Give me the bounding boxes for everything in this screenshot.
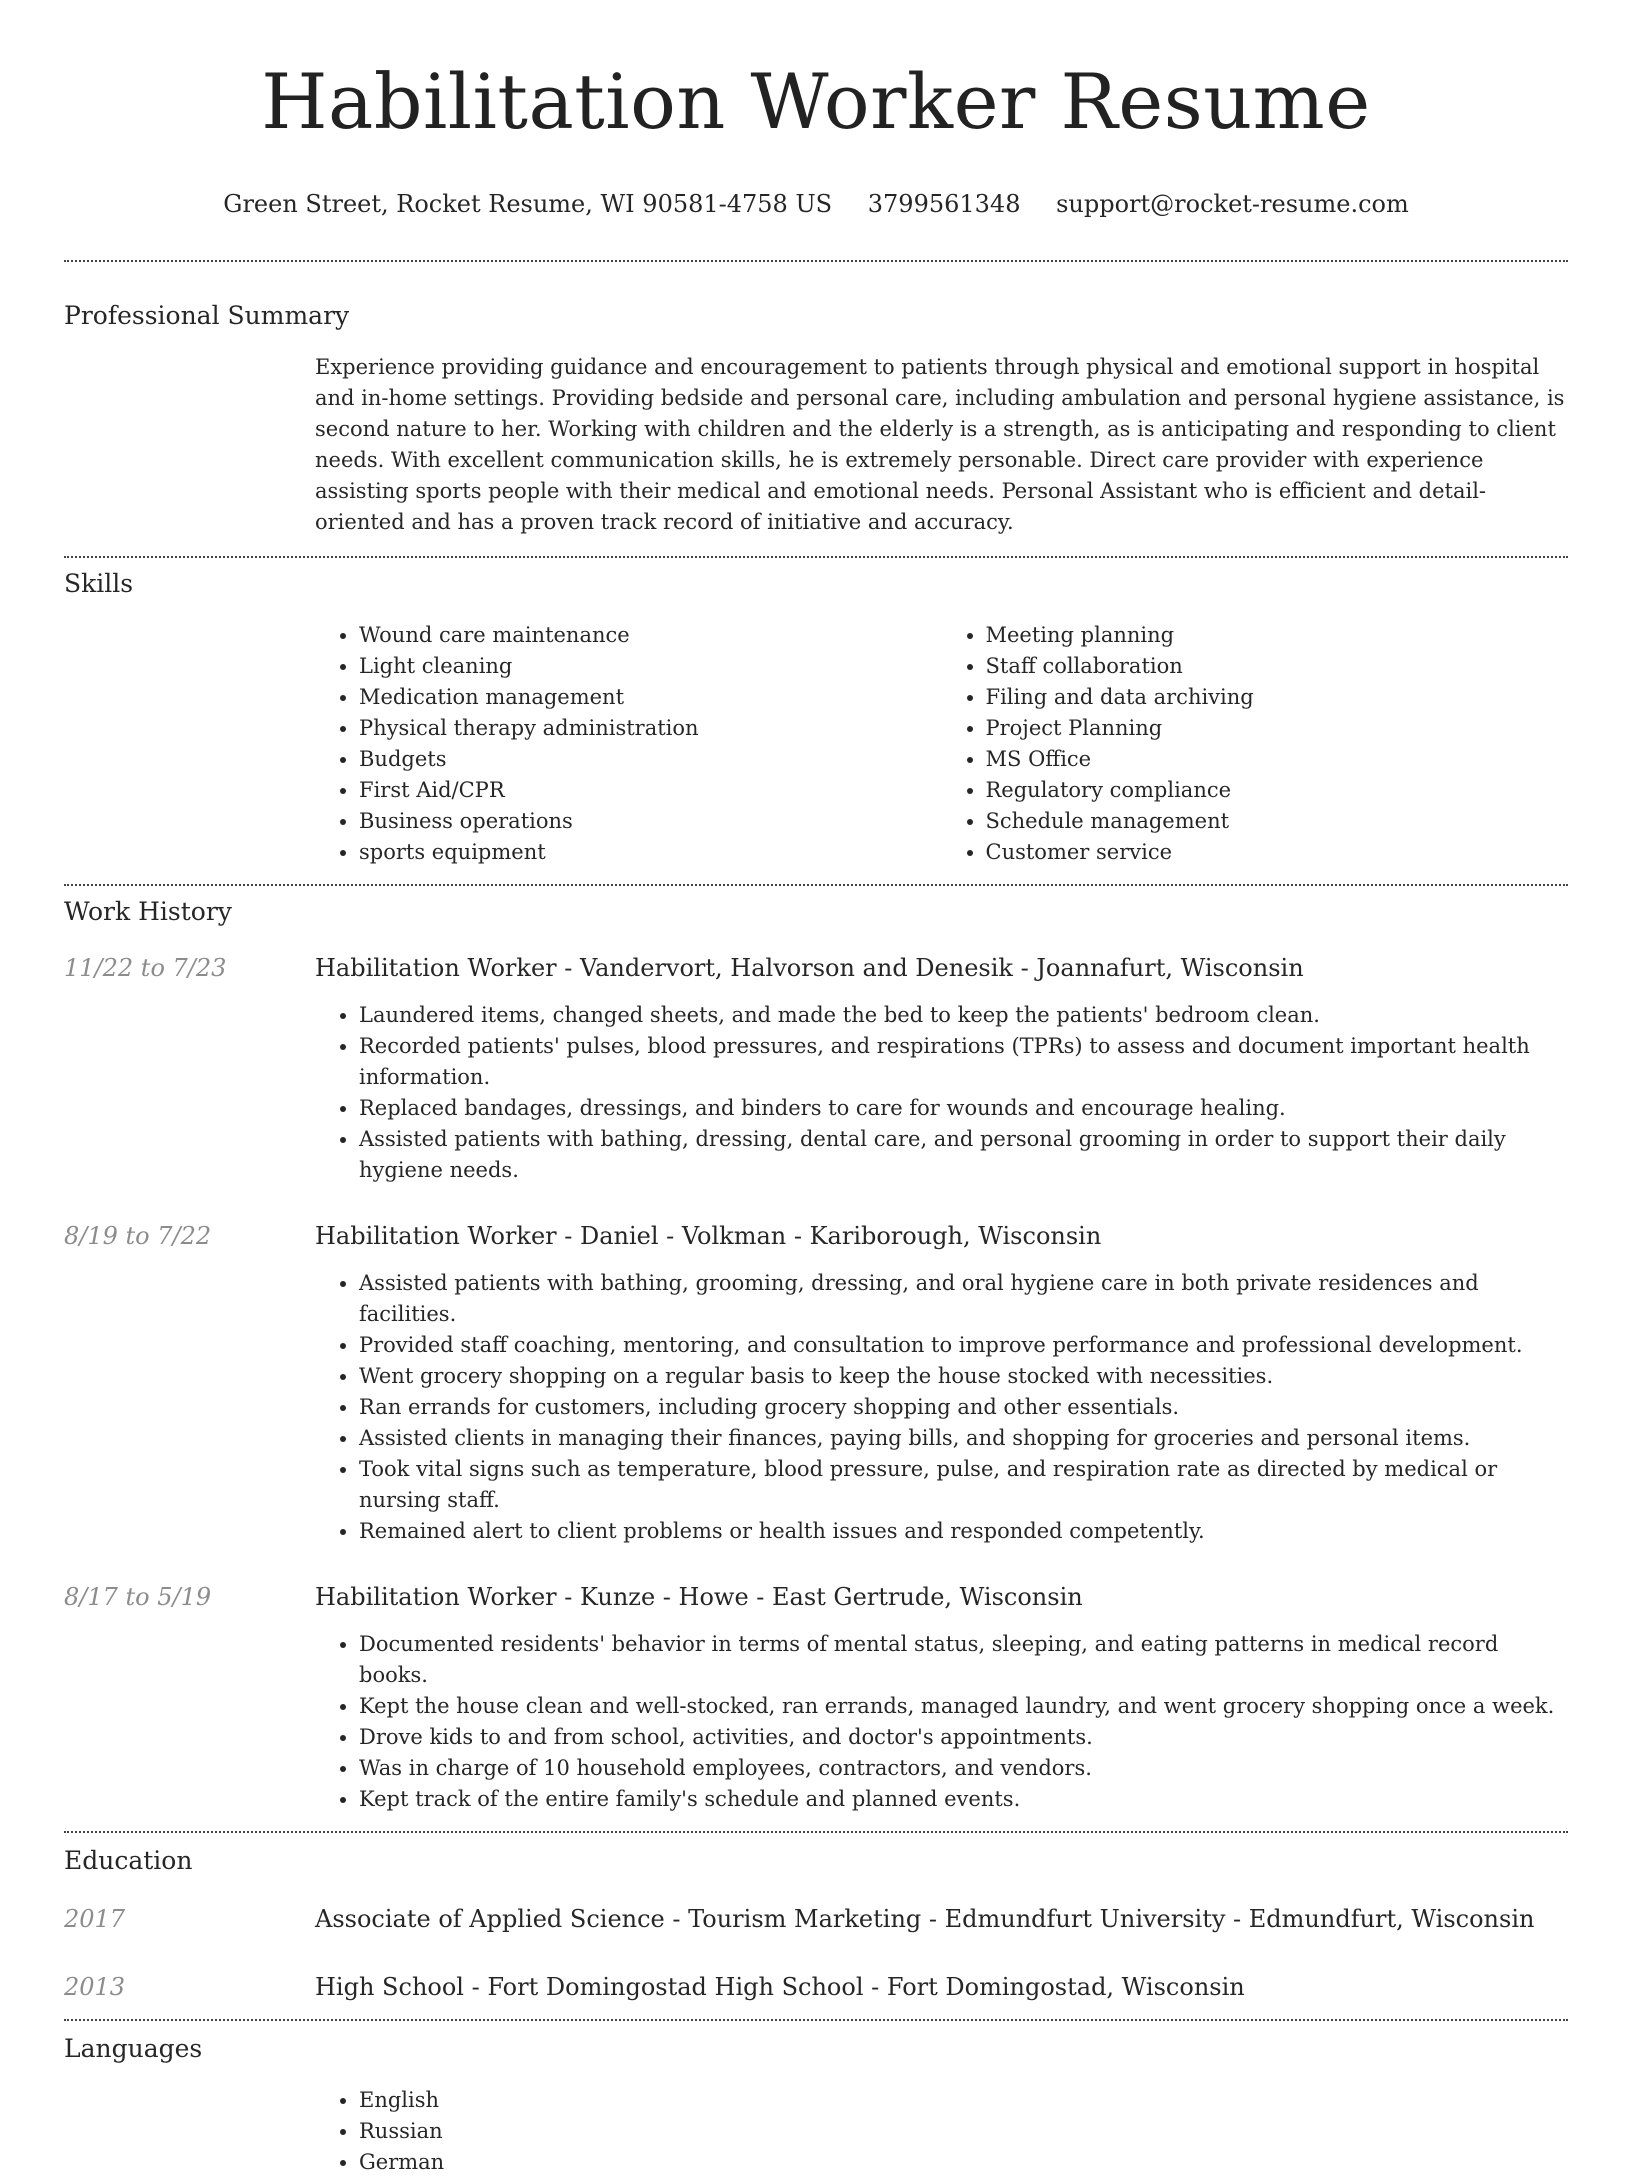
languages-section: [64, 2033, 1568, 2178]
job-duties: [315, 1268, 1568, 1547]
resume-title: Habilitation Worker Resume: [261, 57, 1371, 146]
list-item: • Medication management: [359, 682, 942, 713]
summary-heading: Professional Summary: [64, 301, 350, 330]
list-item: • Ran errands for customers, including grocery shopping and other essentials.: [359, 1392, 1568, 1423]
list-item: • Drove kids to and from school, activities, and doctor's appointments.: [359, 1722, 1568, 1753]
languages-heading: Languages: [64, 2034, 203, 2063]
job-dates: 8/17 to 5/19: [64, 1583, 212, 1611]
education-title: Associate of Applied Science - Tourism Marketing - Edmundfurt University - Edmundfurt, Wisconsin: [315, 1905, 1535, 1933]
list-item: • Kept the house clean and well-stocked, ran errands, managed laundry, and went grocery shopping once a week.: [359, 1691, 1568, 1722]
list-item: • MS Office: [986, 744, 1569, 775]
list-item: • Assisted patients with bathing, grooming, dressing, and oral hygiene care in both private residences and facilities.: [359, 1268, 1568, 1330]
education-year: 2017: [64, 1905, 126, 1933]
languages-list: [315, 2085, 1568, 2178]
summary-text: Experience providing guidance and encouragement to patients through physical and emotional support in hospital and in-home settings. Providing bedside and personal care, including ambulation and personal hygiene assistance, is second nature to her. Working with children and the elderly is a strength, as is anticipating and responding to client needs. With excellent communication skills, he is extremely personable. Direct care provider with experience assisting sports people with their medical and emotional needs. Personal Assistant who is efficient and detail-oriented and has a proven track record of initiative and accuracy.: [315, 355, 1565, 534]
job-list: [64, 952, 1568, 1815]
list-item: • Remained alert to client problems or health issues and responded competently.: [359, 1516, 1568, 1547]
resume-page: [64, 0, 1568, 2178]
skills-columns: [315, 620, 1568, 868]
list-item: • sports equipment: [359, 837, 942, 868]
list-item: • Filing and data archiving: [986, 682, 1569, 713]
education-item: [64, 1971, 1568, 2003]
job-duty-list: [315, 1268, 1568, 1547]
list-item: • Project Planning: [986, 713, 1569, 744]
list-item: • Kept track of the entire family's schedule and planned events.: [359, 1784, 1568, 1815]
list-item: • German: [359, 2147, 1568, 2178]
job-entry: [64, 952, 1568, 1186]
work-heading: Work History: [64, 897, 232, 926]
list-item: • Customer service: [986, 837, 1569, 868]
contact-email: support@rocket-resume.com: [1056, 190, 1409, 218]
list-item: • Was in charge of 10 household employees, contractors, and vendors.: [359, 1753, 1568, 1784]
list-item: • Laundered items, changed sheets, and made the bed to keep the patients' bedroom clean.: [359, 1000, 1568, 1031]
languages-body: [315, 2085, 1568, 2178]
education-year: 2013: [64, 1973, 126, 2001]
education-section: [64, 1845, 1568, 2003]
list-item: • Physical therapy administration: [359, 713, 942, 744]
job-duties: [315, 1000, 1568, 1186]
skills-list-left: [315, 620, 942, 868]
job-entry: [64, 1220, 1568, 1547]
list-item: • Staff collaboration: [986, 651, 1569, 682]
list-item: • Regulatory compliance: [986, 775, 1569, 806]
contact-address: Green Street, Rocket Resume, WI 90581-4758 US: [223, 190, 833, 218]
education-title: High School - Fort Domingostad High School - Fort Domingostad, Wisconsin: [315, 1973, 1245, 2001]
job-header: [64, 952, 1568, 984]
section-divider: [64, 884, 1568, 886]
list-item: • Wound care maintenance: [359, 620, 942, 651]
list-item: • Went grocery shopping on a regular basis to keep the house stocked with necessities.: [359, 1361, 1568, 1392]
list-item: • Assisted clients in managing their finances, paying bills, and shopping for groceries and personal items.: [359, 1423, 1568, 1454]
contact-line: [64, 188, 1568, 220]
list-item: • Documented residents' behavior in terms of mental status, sleeping, and eating patterns in medical record books.: [359, 1629, 1568, 1691]
education-heading: Education: [64, 1846, 193, 1875]
skills-list-right: [942, 620, 1569, 868]
section-divider: [64, 260, 1568, 262]
list-item: • Assisted patients with bathing, dressing, dental care, and personal grooming in order to support their daily hygiene needs.: [359, 1124, 1568, 1186]
work-section: [64, 896, 1568, 1815]
list-item: • Recorded patients' pulses, blood pressures, and respirations (TPRs) to assess and document important health information.: [359, 1031, 1568, 1093]
list-item: • Business operations: [359, 806, 942, 837]
job-dates: 8/19 to 7/22: [64, 1222, 212, 1250]
skills-heading: Skills: [64, 569, 134, 598]
section-divider: [64, 556, 1568, 558]
job-header: [64, 1220, 1568, 1252]
job-entry: [64, 1581, 1568, 1815]
skills-section: [64, 568, 1568, 868]
section-divider: [64, 2019, 1568, 2021]
list-item: • Provided staff coaching, mentoring, and consultation to improve performance and professional development.: [359, 1330, 1568, 1361]
list-item: • Replaced bandages, dressings, and binders to care for wounds and encourage healing.: [359, 1093, 1568, 1124]
section-divider: [64, 1831, 1568, 1833]
list-item: • English: [359, 2085, 1568, 2116]
job-dates: 11/22 to 7/23: [64, 954, 227, 982]
list-item: • Meeting planning: [986, 620, 1569, 651]
list-item: • Light cleaning: [359, 651, 942, 682]
summary-section: [64, 300, 1568, 538]
job-duty-list: [315, 1000, 1568, 1186]
list-item: • Schedule management: [986, 806, 1569, 837]
list-item: • Budgets: [359, 744, 942, 775]
job-duty-list: [315, 1629, 1568, 1815]
job-title: Habilitation Worker - Kunze - Howe - East Gertrude, Wisconsin: [315, 1583, 1083, 1611]
list-item: • First Aid/CPR: [359, 775, 942, 806]
job-title: Habilitation Worker - Vandervort, Halvorson and Denesik - Joannafurt, Wisconsin: [315, 954, 1304, 982]
contact-phone: 3799561348: [867, 190, 1021, 218]
job-duties: [315, 1629, 1568, 1815]
list-item: • Russian: [359, 2116, 1568, 2147]
job-header: [64, 1581, 1568, 1613]
education-item: [64, 1903, 1568, 1935]
job-title: Habilitation Worker - Daniel - Volkman - Kariborough, Wisconsin: [315, 1222, 1102, 1250]
list-item: • Took vital signs such as temperature, blood pressure, pulse, and respiration rate as directed by medical or nursing staff.: [359, 1454, 1568, 1516]
